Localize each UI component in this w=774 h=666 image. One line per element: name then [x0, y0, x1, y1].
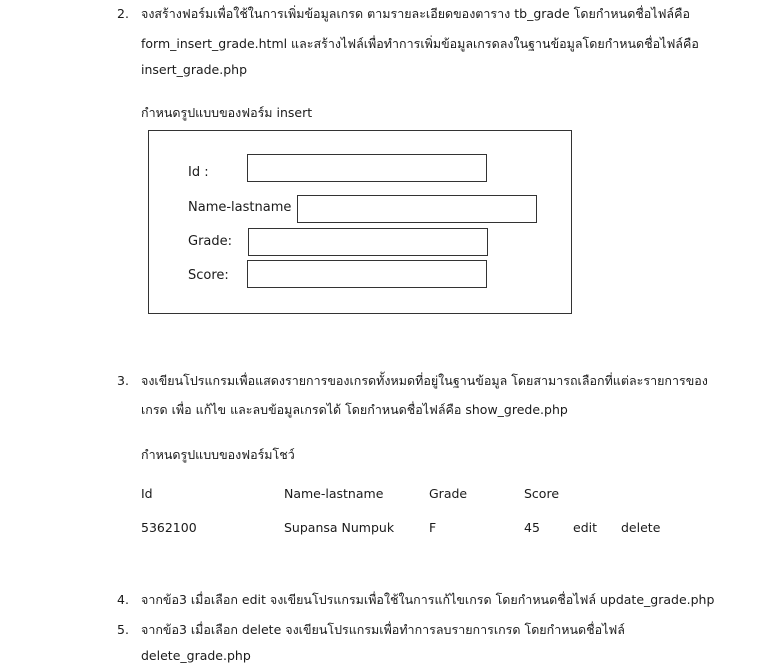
row-id: 5362100: [141, 520, 197, 535]
header-id: Id: [141, 486, 153, 501]
show-form-caption: กำหนดรูปแบบของฟอร์มโชว์: [141, 447, 295, 462]
item-3-line-2: เกรด เพื่อ แก้ไข และลบข้อมูลเกรดได้ โดยกำหนดชื่อไฟล์คือ show_grede.php: [141, 402, 568, 417]
item-3-line-1: จงเขียนโปรแกรมเพื่อแสดงรายการของเกรดทั้งหมดที่อยู่ในฐานข้อมูล โดยสามารถเลือกที่แต่ละรายการของ: [141, 373, 708, 388]
score-label: Score:: [188, 268, 229, 283]
name-lastname-input[interactable]: [297, 195, 537, 223]
item-number-4: 4.: [117, 592, 129, 607]
header-name-lastname: Name-lastname: [284, 486, 384, 501]
insert-form-caption: กำหนดรูปแบบของฟอร์ม insert: [141, 105, 313, 120]
item-number-5: 5.: [117, 622, 129, 637]
header-score: Score: [524, 486, 560, 501]
row-score: 45: [524, 520, 540, 535]
grade-input[interactable]: [248, 228, 488, 256]
name-lastname-label: Name-lastname: [188, 200, 292, 215]
item-number-3: 3.: [117, 373, 129, 388]
item-5-line-2: delete_grade.php: [141, 648, 251, 663]
item-2-line-2: form_insert_grade.html และสร้างไฟล์เพื่อทำการเพิ่มข้อมูลเกรดลงในฐานข้อมูลโดยกำหนดชื่อไฟล์คือ: [141, 36, 699, 51]
row-name: Supansa Numpuk: [284, 520, 395, 535]
score-input[interactable]: [247, 260, 487, 288]
item-2-line-3: insert_grade.php: [141, 62, 248, 77]
edit-link[interactable]: edit: [573, 520, 597, 535]
item-4-line-1: จากข้อ3 เมื่อเลือก edit จงเขียนโปรแกรมเพื่อใช้ในการแก้ไขเกรด โดยกำหนดชื่อไฟล์ update_grade.php: [141, 592, 715, 607]
row-grade: F: [429, 520, 437, 535]
item-2-line-1: จงสร้างฟอร์มเพื่อใช้ในการเพิ่มข้อมูลเกรด ตามรายละเอียดของตาราง tb_grade โดยกำหนดชื่อไฟล์คือ: [141, 6, 690, 21]
item-5-line-1: จากข้อ3 เมื่อเลือก delete จงเขียนโปรแกรมเพื่อทำการลบรายการเกรด โดยกำหนดชื่อไฟล์: [141, 622, 625, 637]
grade-label: Grade:: [188, 234, 233, 249]
delete-link[interactable]: delete: [621, 520, 661, 535]
id-label: Id :: [188, 165, 209, 180]
id-input[interactable]: [247, 154, 487, 182]
item-number-2: 2.: [117, 6, 129, 21]
header-grade: Grade: [429, 486, 468, 501]
